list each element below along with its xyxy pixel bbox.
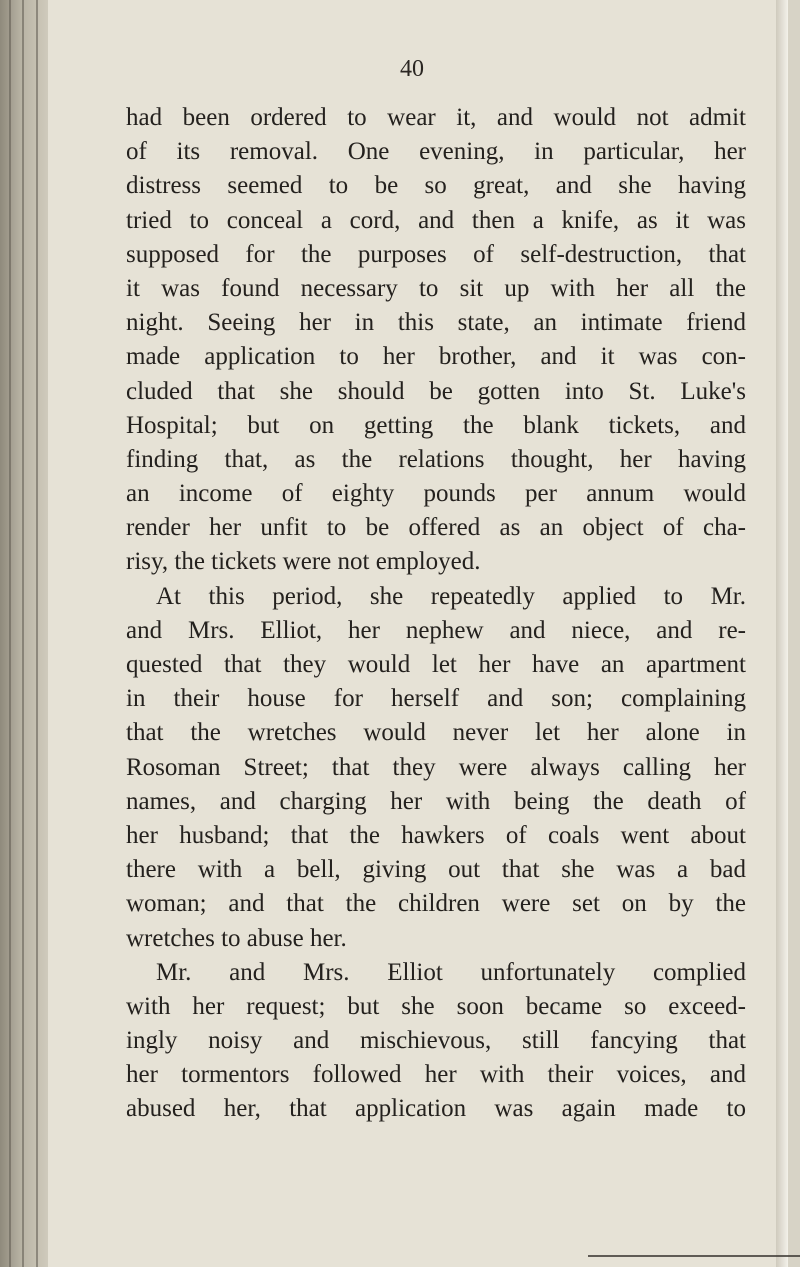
text-line: render her unfit to be offered as an object of cha- xyxy=(126,514,746,542)
text-line: distress seemed to be so great, and she having xyxy=(126,172,746,200)
bottom-rule xyxy=(588,1255,800,1257)
text-line: and Mrs. Elliot, her nephew and niece, and re- xyxy=(126,616,746,644)
gutter-shadow-line xyxy=(9,0,11,1267)
text-line: woman; and that the children were set on by the xyxy=(126,890,746,918)
binding-gutter xyxy=(0,0,48,1267)
text-line: names, and charging her with being the death of xyxy=(126,787,746,815)
text-line: supposed for the purposes of self-destruction, that xyxy=(126,240,746,268)
text-line: that the wretches would never let her alone in xyxy=(126,719,746,747)
text-line: wretches to abuse her. xyxy=(126,924,347,952)
text-line: ingly noisy and mischievous, still fancying that xyxy=(126,1027,746,1055)
text-line: Hospital; but on getting the blank tickets, and xyxy=(126,411,746,439)
page-number: 40 xyxy=(400,56,424,82)
text-line: quested that they would let her have an apartment xyxy=(126,651,746,678)
gutter-shadow-line xyxy=(22,0,24,1267)
text-line: cluded that she should be gotten into St. Luke's xyxy=(126,377,746,405)
text-line: finding that, as the relations thought, her having xyxy=(126,445,746,473)
text-line: night. Seeing her in this state, an intimate friend xyxy=(126,309,746,337)
text-line: risy, the tickets were not employed. xyxy=(126,548,481,576)
page-edge xyxy=(776,0,788,1267)
body-text xyxy=(126,101,746,1127)
text-line: with her request; but she soon became so exceed- xyxy=(126,992,746,1020)
text-line: had been ordered to wear it, and would not admit xyxy=(126,104,746,131)
text-line: there with a bell, giving out that she was a bad xyxy=(126,856,746,884)
text-line: At this period, she repeatedly applied to Mr. xyxy=(156,582,746,610)
text-line: her tormentors followed her with their voices, and xyxy=(126,1061,746,1089)
text-line: made application to her brother, and it was con- xyxy=(126,343,746,371)
text-line: tried to conceal a cord, and then a knife, as it was xyxy=(126,206,746,234)
text-line: it was found necessary to sit up with her all the xyxy=(126,274,746,302)
text-line: of its removal. One evening, in particular, her xyxy=(126,138,746,166)
gutter-shadow-line xyxy=(36,0,38,1267)
text-line: Mr. and Mrs. Elliot unfortunately complied xyxy=(156,958,746,986)
text-line: her husband; that the hawkers of coals went about xyxy=(126,821,746,849)
text-line: abused her, that application was again made to xyxy=(126,1095,746,1123)
text-line: Rosoman Street; that they were always calling her xyxy=(126,753,746,781)
text-line: in their house for herself and son; complaining xyxy=(126,685,746,713)
text-line: an income of eighty pounds per annum would xyxy=(126,480,746,508)
